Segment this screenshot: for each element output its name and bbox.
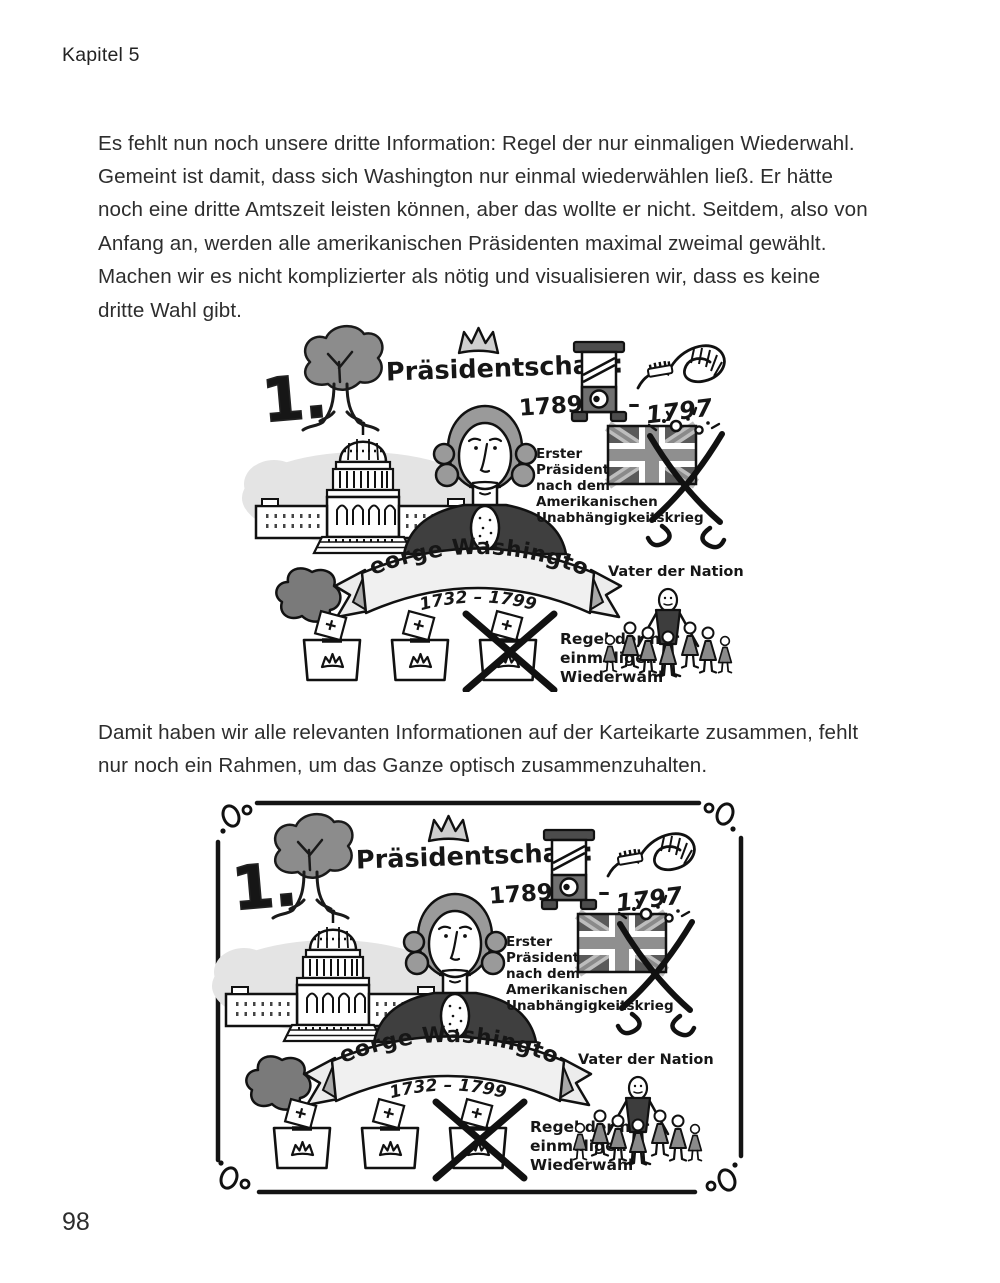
page-number: 98 [62, 1208, 90, 1236]
chapter-header: Kapitel 5 [62, 44, 140, 66]
framed-sketchnote-illustration [195, 786, 761, 1208]
paragraph-1: Es fehlt nun noch unsere dritte Information: Regel der nur einmaligen Wiederwahl. Gemeint ist damit, dass sich Washington nur einmal wiederwählen ließ. Er hätte noch eine dritte Amtszeit leisten können, aber das wollte er nicht. Seitdem, also von Anfang an, werden alle amerikanischen Präsidenten maximal zweimal gewählt. Machen wir es nicht komplizierter als nötig und visualisieren wir, dass es keine dritte Wahl gibt. [98, 131, 868, 322]
corner-dots-bottom-right [707, 1162, 738, 1192]
paragraph-2: Damit haben wir alle relevanten Informationen auf der Karteikarte zusammen, fehlt nur noch ein Rahmen, um das Ganze optisch zusammenzuhalten. [98, 720, 859, 777]
sketchnote-illustration [240, 322, 760, 692]
corner-dots-top-left [220, 803, 251, 833]
corner-dots-top-right [705, 801, 736, 831]
corner-dots-bottom-left [218, 1160, 249, 1190]
